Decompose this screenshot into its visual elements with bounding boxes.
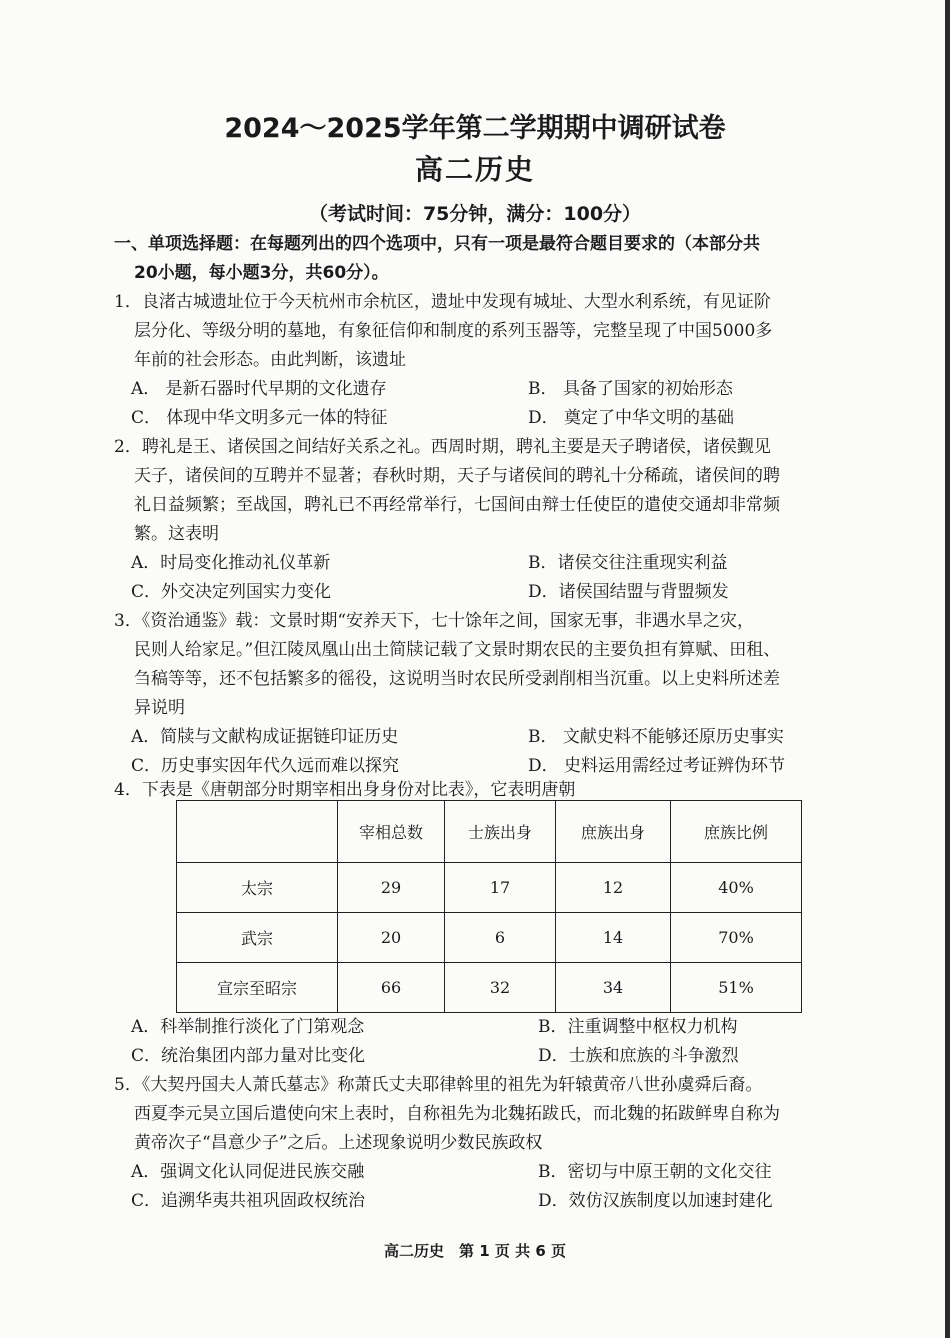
table-row [177, 863, 802, 913]
q4-line: 4．下表是《唐朝部分时期宰相出身身份对比表》，它表明唐朝 [114, 780, 576, 800]
q1-line: 1．良渚古城遗址位于今天杭州市余杭区，遗址中发现有城址、大型水利系统，有见证阶 [114, 292, 771, 312]
q3-line: 刍稿等等，还不包括繁多的徭役，这说明当时农民所受剥削相当沉重。以上史料所述差 [134, 669, 780, 689]
q1-line: 层分化、等级分明的墓地，有象征信仰和制度的系列玉器等，完整呈现了中国5000多 [134, 321, 773, 341]
q2-option-b: B．诸侯交往注重现实利益 [528, 553, 728, 573]
q2-option-a: A．时局变化推动礼仪革新 [131, 553, 331, 573]
table-header-cell: 士族出身 [445, 801, 556, 863]
q1-line: 年前的社会形态。由此判断，该遗址 [134, 350, 406, 370]
section-heading-cont: 20小题，每小题3分，共60分）。 [134, 263, 389, 283]
table-header-cell: 宰相总数 [338, 801, 445, 863]
q2-line: 繁。这表明 [134, 524, 219, 544]
exam-title: 2024～2025学年第二学期期中调研试卷 [224, 113, 726, 144]
table-cell: 12 [556, 863, 671, 913]
table-cell: 武宗 [177, 913, 338, 963]
q5-line: 西夏李元昊立国后遣使向宋上表时，自称祖先为北魏拓跋氏，而北魏的拓跋鲜卑自称为 [134, 1104, 780, 1124]
q2-line: 2．聘礼是王、诸侯国之间结好关系之礼。西周时期，聘礼主要是天子聘诸侯，诸侯觐见 [114, 437, 771, 457]
q3-option-a: A．简牍与文献构成证据链印证历史 [131, 727, 399, 747]
q4-option-a: A．科举制推行淡化了门第观念 [131, 1017, 365, 1037]
exam-time-note: （考试时间：75分钟，满分：100分） [308, 203, 642, 225]
q5-line: 黄帝次子“昌意少子”之后。上述现象说明少数民族政权 [134, 1133, 543, 1153]
q1-option-d: D． 奠定了中华文明的基础 [528, 408, 735, 428]
table-header-cell: 庶族比例 [671, 801, 802, 863]
table-cell: 70% [671, 913, 802, 963]
table-header-cell: 庶族出身 [556, 801, 671, 863]
q4-option-b: B．注重调整中枢权力机构 [538, 1017, 738, 1037]
q3-option-d: D． 史料运用需经过考证辨伪环节 [528, 756, 786, 776]
table-cell: 66 [338, 963, 445, 1013]
page-footer: 高二历史 第 1 页 共 6 页 [384, 1242, 566, 1260]
table-cell: 32 [445, 963, 556, 1013]
q3-line: 民则人给家足。”但江陵凤凰山出土简牍记载了文景时期农民的主要负担有算赋、田租、 [134, 640, 781, 660]
table-header-row [177, 801, 802, 863]
q1-option-c: C． 体现中华文明多元一体的特征 [131, 408, 388, 428]
table-header-cell [177, 801, 338, 863]
q5-option-a: A．强调文化认同促进民族交融 [131, 1162, 365, 1182]
q1-option-a: A． 是新石器时代早期的文化遗存 [131, 379, 387, 399]
chancellor-table [176, 800, 802, 1013]
table-cell: 宣宗至昭宗 [177, 963, 338, 1013]
q5-option-b: B．密切与中原王朝的文化交往 [538, 1162, 772, 1182]
q2-option-c: C．外交决定列国实力变化 [131, 582, 332, 602]
q3-option-c: C．历史事实因年代久远而难以探究 [131, 756, 400, 776]
q1-option-b: B． 具备了国家的初始形态 [528, 379, 733, 399]
q2-line: 礼日益频繁；至战国，聘礼已不再经常举行，七国间由辩士任使臣的遣使交通却非常频 [134, 495, 780, 515]
table-cell: 14 [556, 913, 671, 963]
table-cell: 29 [338, 863, 445, 913]
table-cell: 20 [338, 913, 445, 963]
table-cell: 40% [671, 863, 802, 913]
q4-option-d: D．士族和庶族的斗争激烈 [538, 1046, 739, 1066]
q2-option-d: D．诸侯国结盟与背盟频发 [528, 582, 729, 602]
table-cell: 太宗 [177, 863, 338, 913]
table-row [177, 913, 802, 963]
q5-line: 5．《大契丹国夫人萧氏墓志》称萧氏丈夫耶律斡里的祖先为轩辕黄帝八世孙虞舜后裔。 [114, 1075, 763, 1095]
q5-option-d: D．效仿汉族制度以加速封建化 [538, 1191, 773, 1211]
exam-subject: 高二历史 [414, 153, 535, 186]
table-cell: 6 [445, 913, 556, 963]
q2-line: 天子，诸侯间的互聘并不显著；春秋时期，天子与诸侯间的聘礼十分稀疏，诸侯间的聘 [134, 466, 780, 486]
section-heading: 一、单项选择题：在每题列出的四个选项中，只有一项是最符合题目要求的（本部分共 [114, 234, 760, 254]
q3-line: 3．《资治通鉴》载：文景时期“安养天下，七十馀年之间，国家无事，非遇水旱之灾， [114, 611, 755, 631]
q5-option-c: C．追溯华夷共祖巩固政权统治 [131, 1191, 366, 1211]
table-cell: 34 [556, 963, 671, 1013]
table-row [177, 963, 802, 1013]
table-cell: 17 [445, 863, 556, 913]
q3-option-b: B． 文献史料不能够还原历史事实 [528, 727, 784, 747]
table-cell: 51% [671, 963, 802, 1013]
q3-line: 异说明 [134, 698, 185, 718]
q4-option-c: C．统治集团内部力量对比变化 [131, 1046, 366, 1066]
